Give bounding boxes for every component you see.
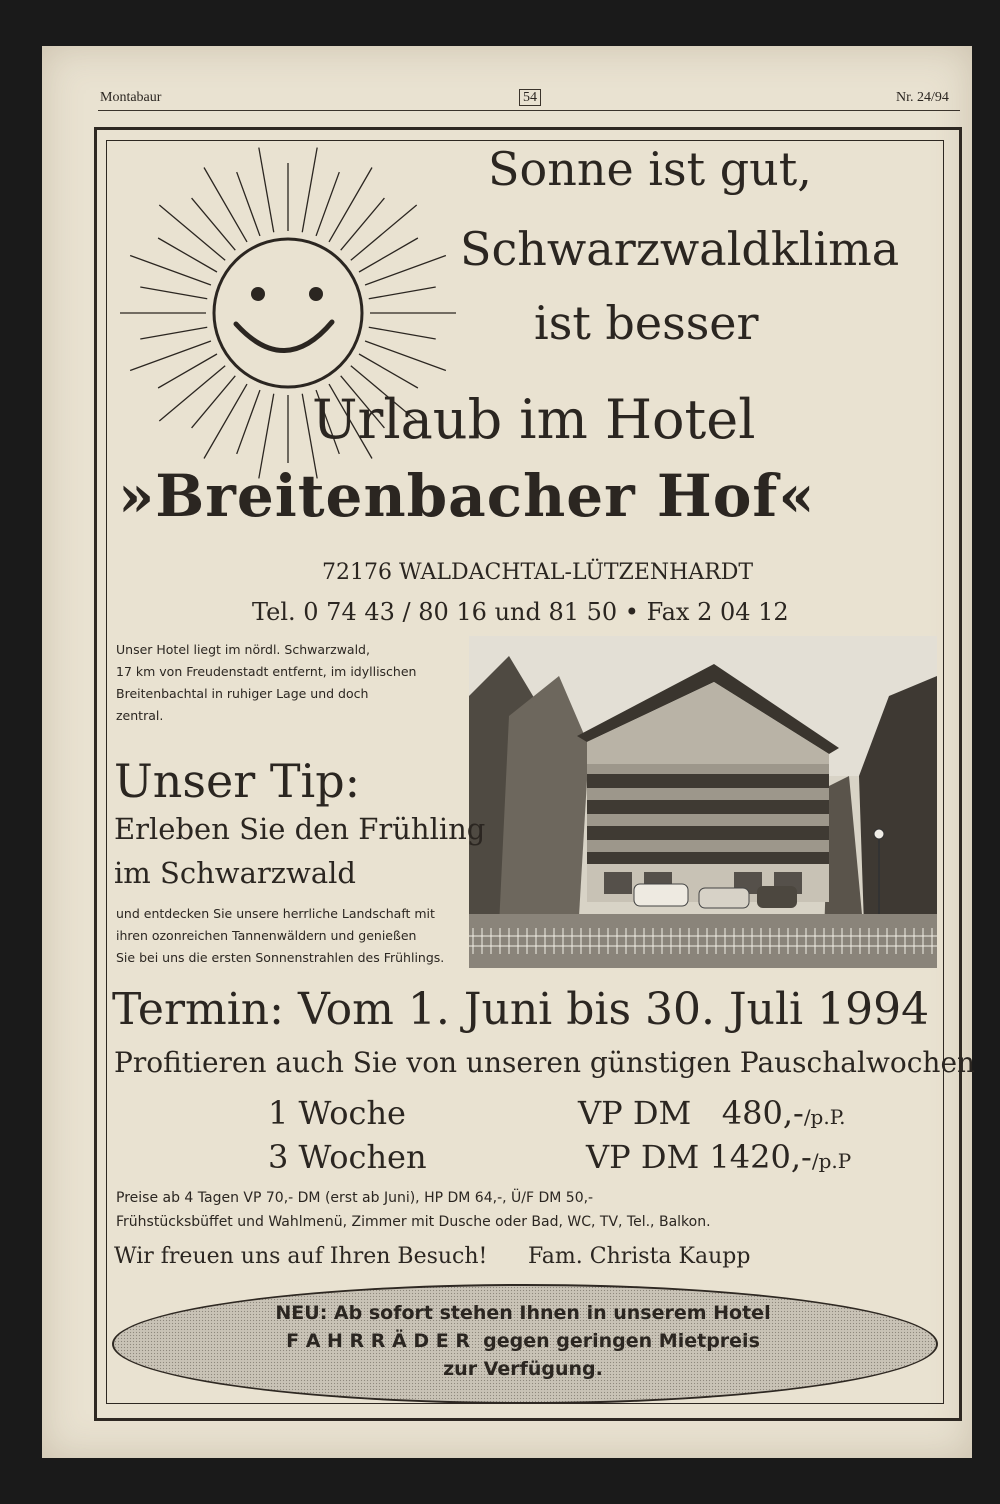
- price-duration-1: 1 Woche: [268, 1094, 406, 1132]
- tip-desc-1: und entdecken Sie unsere herrliche Landschaft mit: [116, 906, 435, 921]
- price-value-1: VP DM 480,-/p.P.: [578, 1094, 846, 1132]
- header-issue: Nr. 24/94: [896, 90, 949, 105]
- hotel-address: 72176 WALDACHTAL-LÜTZENHARDT: [322, 560, 754, 585]
- neu-line-2: F A H R R Ä D E R gegen geringen Mietpreis: [286, 1330, 760, 1352]
- hotel-name: »Breitenbacher Hof«: [118, 462, 816, 530]
- tip-line-2: im Schwarzwald: [114, 856, 356, 890]
- price-value-2: VP DM 1420,-/p.P: [586, 1138, 852, 1176]
- intro-line-3: Breitenbachtal in ruhiger Lage und doch: [116, 686, 369, 701]
- headline-line-3: ist besser: [534, 296, 759, 350]
- neu-line-1: NEU: Ab sofort stehen Ihnen in unserem Hotel: [275, 1302, 771, 1324]
- intro-line-1: Unser Hotel liegt im nördl. Schwarzwald,: [116, 642, 370, 657]
- tip-desc-3: Sie bei uns die ersten Sonnenstrahlen des Frühlings.: [116, 950, 445, 965]
- header-rule: [98, 110, 960, 111]
- headline-line-1: Sonne ist gut,: [488, 142, 812, 196]
- neu-line-3: zur Verfügung.: [443, 1358, 603, 1380]
- hotel-photo: [469, 636, 937, 968]
- termin: Termin: Vom 1. Juni bis 30. Juli 1994: [112, 984, 930, 1035]
- details-line-1: Preise ab 4 Tagen VP 70,- DM (erst ab Juni), HP DM 64,-, Ü/F DM 50,-: [116, 1190, 594, 1206]
- closing-signature: Fam. Christa Kaupp: [528, 1244, 751, 1269]
- tip-line-1: Erleben Sie den Frühling: [114, 812, 486, 846]
- tip-title: Unser Tip:: [114, 754, 361, 808]
- offer-line: Profitieren auch Sie von unseren günstigen Pauschalwochen: [114, 1046, 976, 1079]
- headline-line-2: Schwarzwaldklima: [460, 222, 900, 276]
- header-page-number: 54: [519, 90, 541, 110]
- intro-line-4: zentral.: [116, 708, 164, 723]
- hotel-phone: Tel. 0 74 43 / 80 16 und 81 50 • Fax 2 04 12: [252, 598, 789, 626]
- header-location: Montabaur: [100, 90, 162, 105]
- price-duration-2: 3 Wochen: [268, 1138, 427, 1176]
- subhead: Urlaub im Hotel: [312, 388, 756, 451]
- tip-desc-2: ihren ozonreichen Tannenwäldern und genießen: [116, 928, 417, 943]
- details-line-2: Frühstücksbüffet und Wahlmenü, Zimmer mit Dusche oder Bad, WC, TV, Tel., Balkon.: [116, 1214, 711, 1230]
- closing-greeting: Wir freuen uns auf Ihren Besuch!: [114, 1244, 488, 1269]
- intro-line-2: 17 km von Freudenstadt entfernt, im idyllischen: [116, 664, 417, 679]
